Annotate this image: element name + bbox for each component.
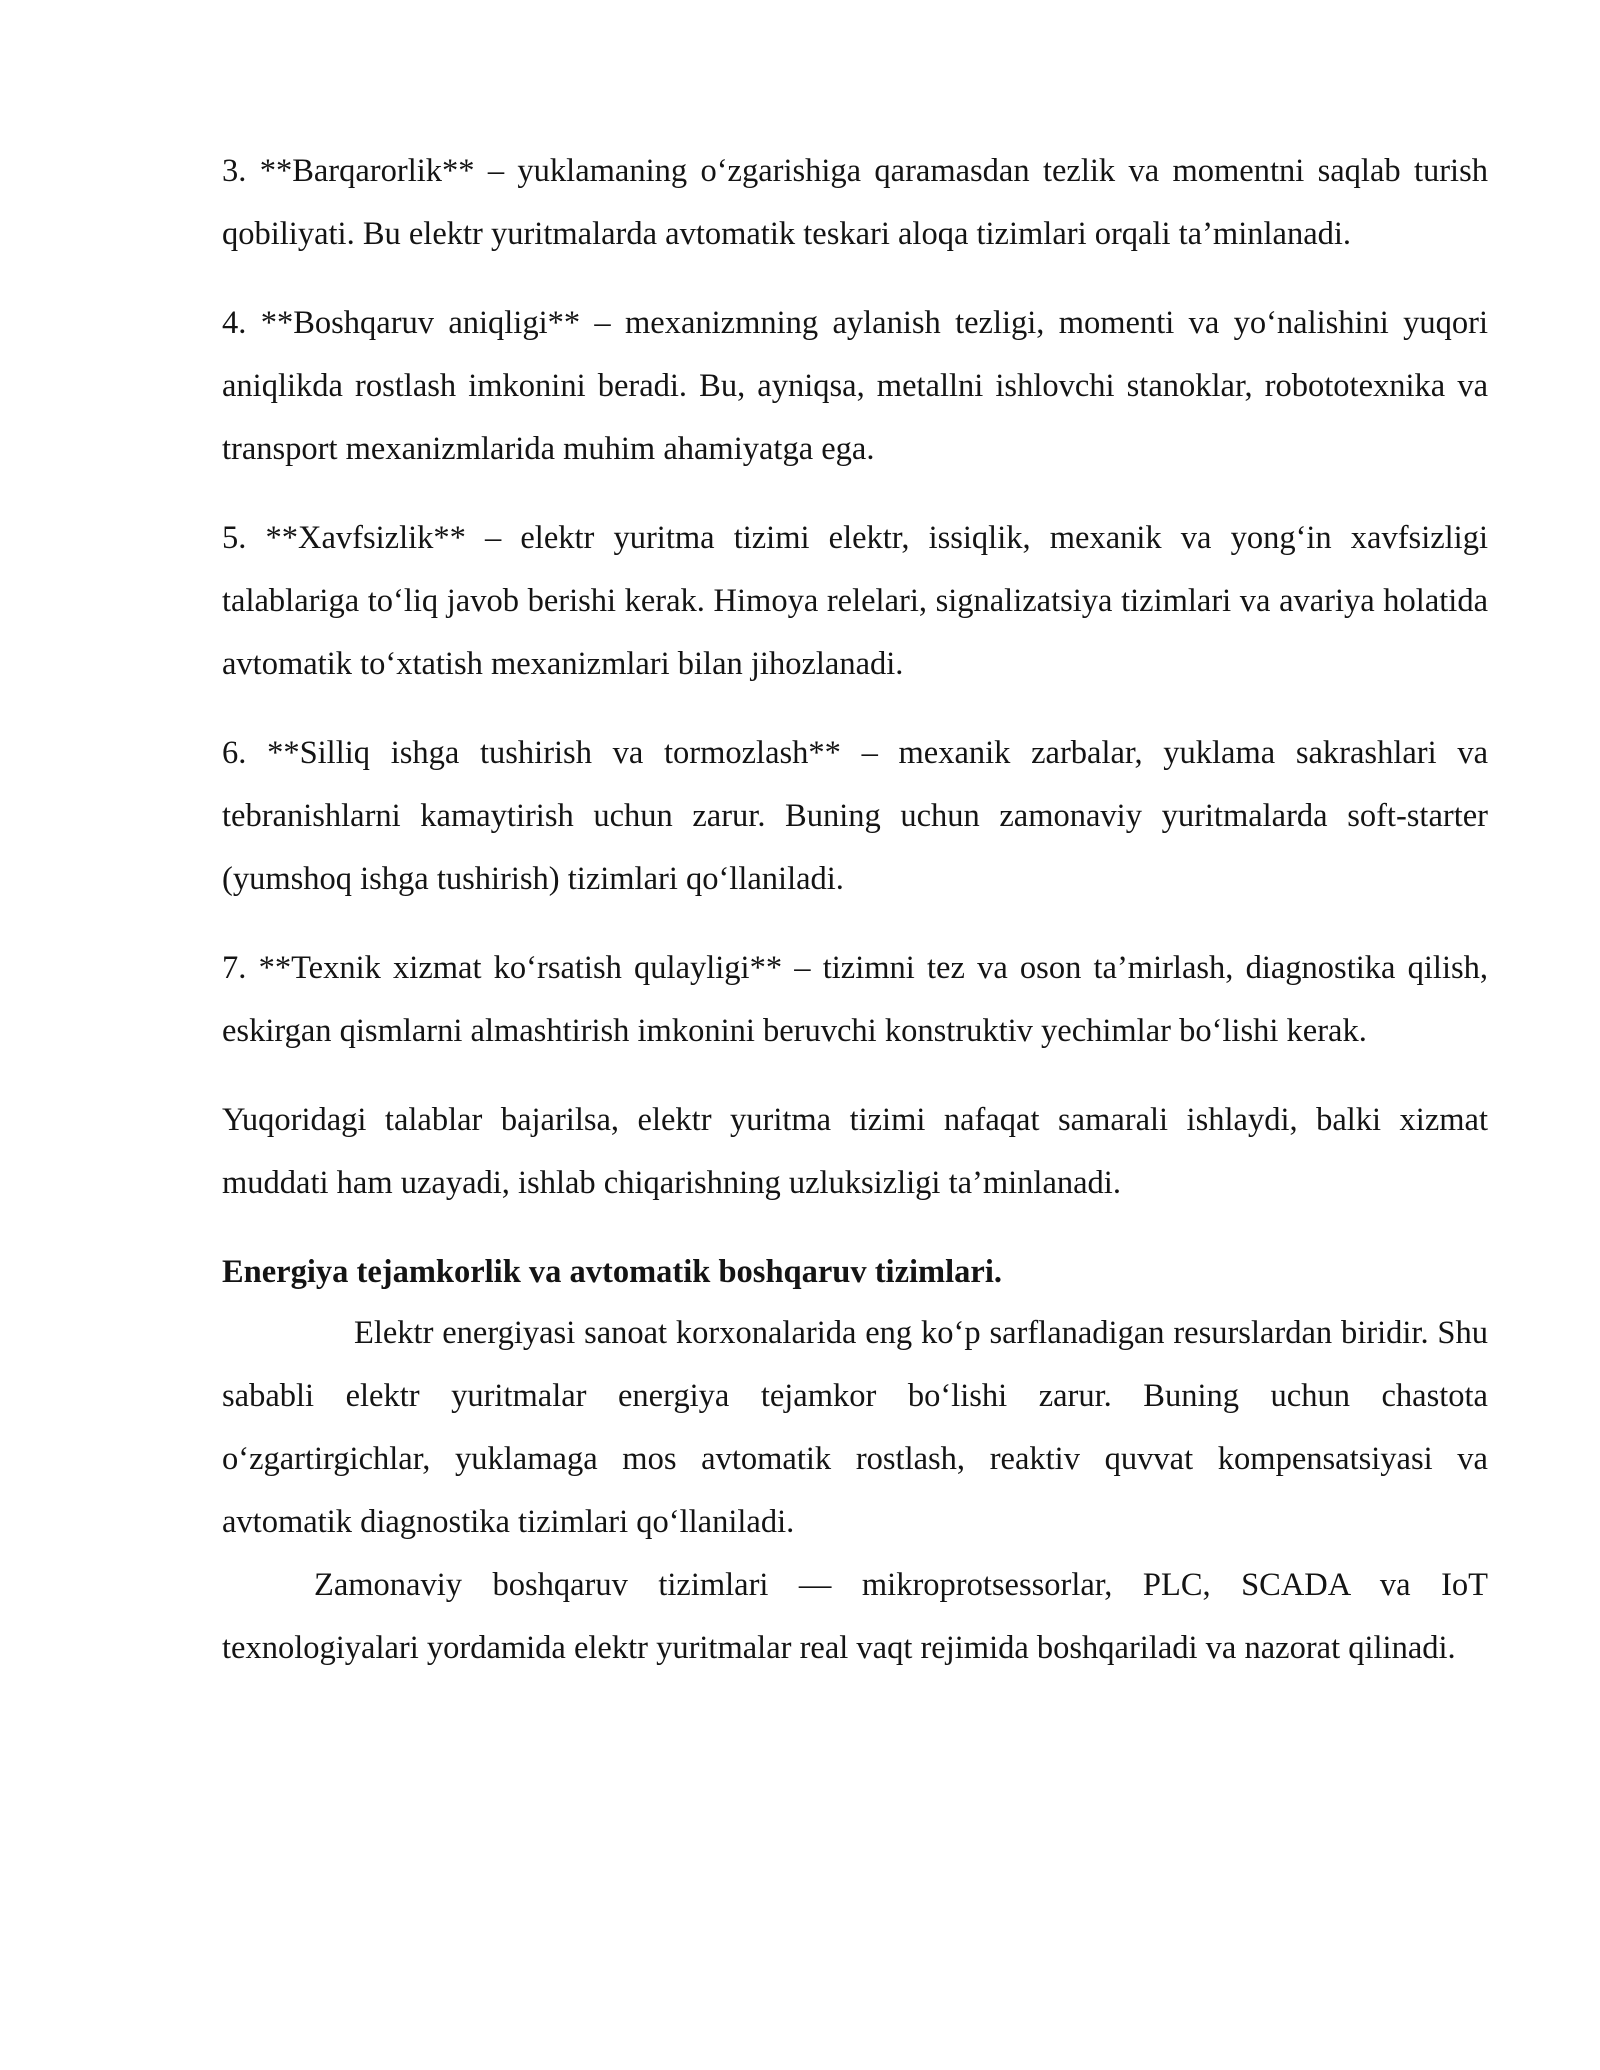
list-item-control-accuracy: 4. **Boshqaruv aniqligi** – mexanizmning aylanish tezligi, momenti va yo‘nalishini yuqori aniqlikda rostlash imkonini beradi. Bu, ayniqsa, metallni ishlovchi stanoklar, robototexnika va transport mexanizmlarida muhim ahamiyatga ega. [222,305,1488,467]
section-heading: Energiya tejamkorlik va avtomatik boshqaruv tizimlari. [222,1254,1002,1290]
document-body [222,140,1488,1680]
list-item-safety: 5. **Xavfsizlik** – elektr yuritma tizimi elektr, issiqlik, mexanik va yong‘in xavfsizligi talablariga to‘liq javob berishi kerak. Himoya relelari, signalizatsiya tizimlari va avariya holatida avtomatik to‘xtatish mexanizmlari bilan jihozlanadi. [222,520,1488,682]
energy-paragraph: Elektr energiyasi sanoat korxonalarida eng ko‘p sarflanadigan resurslardan biridir. Shu sababli elektr yuritmalar energiya tejamkor bo‘lishi zarur. Buning uchun chastota o‘zgartirgichlar, yuklamaga mos avtomatik rostlash, reaktiv quvvat kompensatsiyasi va avtomatik diagnostika tizimlari qo‘llaniladi. [222,1315,1488,1540]
list-item-stability: 3. **Barqarorlik** – yuklamaning o‘zgarishiga qaramasdan tezlik va momentni saqlab turish qobiliyati. Bu elektr yuritmalarda avtomatik teskari aloqa tizimlari orqali ta’minlanadi. [222,153,1488,252]
list-item-smooth-start: 6. **Silliq ishga tushirish va tormozlash** – mexanik zarbalar, yuklama sakrashlari va tebranishlarni kamaytirish uchun zarur. Buning uchun zamonaviy yuritmalarda soft-starter (yumshoq ishga tushirish) tizimlari qo‘llaniladi. [222,735,1488,897]
list-item-maintenance: 7. **Texnik xizmat ko‘rsatish qulayligi** – tizimni tez va oson ta’mirlash, diagnostika qilish, eskirgan qismlarni almashtirish imkonini beruvchi konstruktiv yechimlar bo‘lishi kerak. [222,950,1488,1049]
summary-paragraph: Yuqoridagi talablar bajarilsa, elektr yuritma tizimi nafaqat samarali ishlaydi, balki xizmat muddati ham uzayadi, ishlab chiqarishning uzluksizligi ta’minlanadi. [222,1102,1488,1201]
control-systems-paragraph: Zamonaviy boshqaruv tizimlari — mikroprotsessorlar, PLC, SCADA va IoT texnologiyalari yordamida elektr yuritmalar real vaqt rejimida boshqariladi va nazorat qilinadi. [222,1567,1488,1666]
